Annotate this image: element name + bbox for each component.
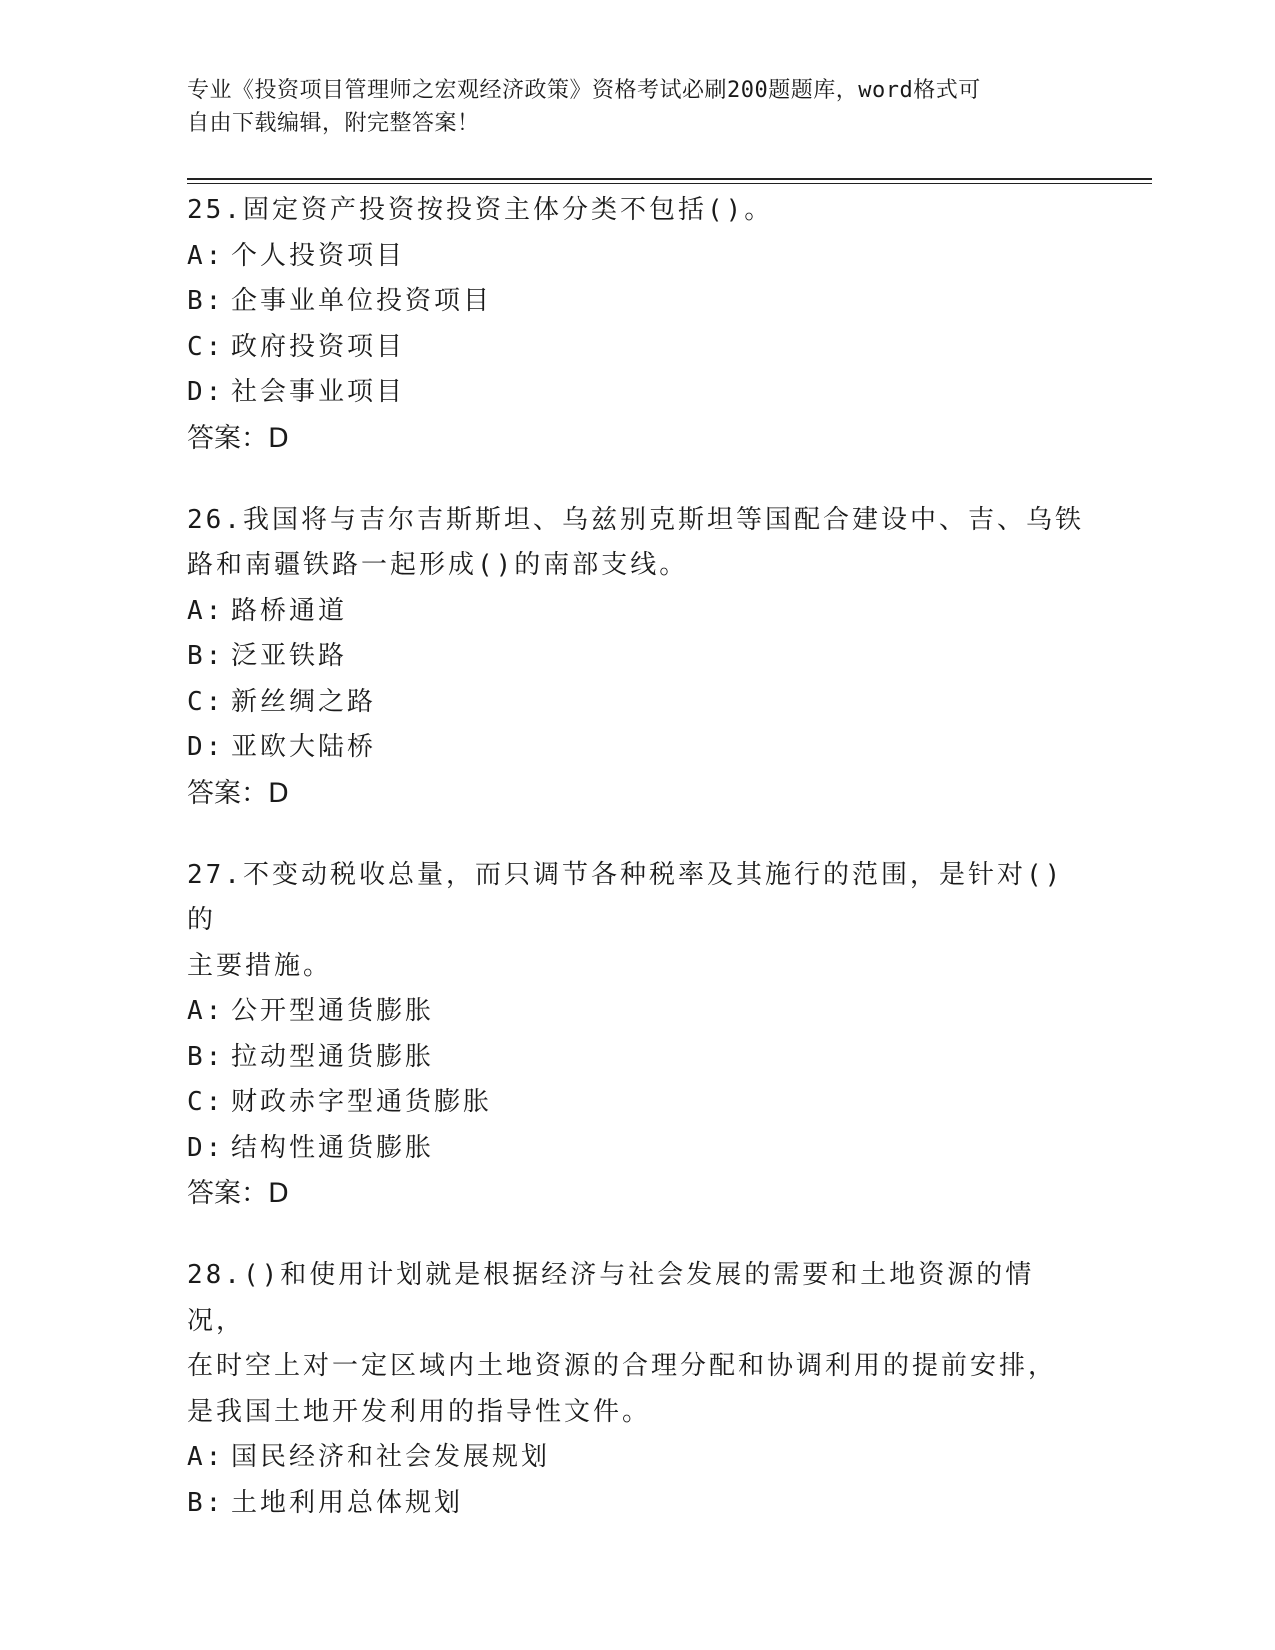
question-stem-line-2: 路和南疆铁路一起形成()的南部支线。 <box>187 550 689 580</box>
header-line-1: 专业《投资项目管理师之宏观经济政策》资格考试必刷200题题库，word格式可 <box>187 78 981 103</box>
option-key: C: <box>187 331 225 362</box>
option-key: B: <box>187 1041 225 1072</box>
question-list <box>187 188 1087 1562</box>
option-c <box>187 325 1087 371</box>
option-text: 泛亚铁路 <box>231 641 348 671</box>
question-stem-line-1: 27.不变动税收总量，而只调节各种税率及其施行的范围，是针对()的 <box>187 859 1064 935</box>
question-25 <box>187 188 1087 462</box>
header-divider-thin <box>187 183 1152 184</box>
option-text: 路桥通道 <box>231 595 348 626</box>
question-27 <box>187 853 1087 1218</box>
option-key: B: <box>187 286 225 316</box>
option-key: C: <box>187 1087 225 1117</box>
option-a <box>187 589 1087 635</box>
option-text: 亚欧大陆桥 <box>231 732 377 762</box>
question-stem-line-2: 主要措施。 <box>187 950 333 981</box>
option-d <box>187 1126 1087 1172</box>
option-b <box>187 634 1087 680</box>
option-key: A: <box>187 240 225 271</box>
header-line-2: 自由下载编辑，附完整答案！ <box>187 111 480 136</box>
option-key: D: <box>187 732 225 762</box>
option-text: 拉动型通货膨胀 <box>231 1041 435 1072</box>
option-text: 社会事业项目 <box>231 377 406 407</box>
option-text: 财政赤字型通货膨胀 <box>231 1087 493 1117</box>
question-28 <box>187 1253 1087 1526</box>
option-key: A: <box>187 595 225 626</box>
answer-line: 答案：D <box>187 777 289 809</box>
option-text: 个人投资项目 <box>231 240 406 271</box>
question-stem-line-1: 28.()和使用计划就是根据经济与社会发展的需要和土地资源的情况， <box>187 1260 1035 1336</box>
option-text: 国民经济和社会发展规划 <box>231 1442 551 1472</box>
option-b <box>187 1481 1087 1527</box>
option-text: 公开型通货膨胀 <box>231 996 435 1026</box>
option-b <box>187 1035 1087 1081</box>
option-text: 新丝绸之路 <box>231 686 377 717</box>
option-key: C: <box>187 686 225 717</box>
question-stem-line-1: 26.我国将与吉尔吉斯斯坦、乌兹别克斯坦等国配合建设中、吉、乌铁 <box>187 504 1084 535</box>
answer-line: 答案：D <box>187 1178 289 1209</box>
option-key: B: <box>187 641 225 671</box>
option-d <box>187 370 1087 416</box>
option-c <box>187 1080 1087 1126</box>
option-key: B: <box>187 1487 225 1518</box>
option-text: 结构性通货膨胀 <box>231 1132 435 1163</box>
question-stem-line-3: 是我国土地开发利用的指导性文件。 <box>187 1396 652 1427</box>
option-c <box>187 680 1087 726</box>
option-a <box>187 234 1087 280</box>
question-stem-line-2: 在时空上对一定区域内土地资源的合理分配和协调利用的提前安排， <box>187 1351 1058 1381</box>
option-text: 政府投资项目 <box>231 331 406 362</box>
option-a <box>187 989 1087 1035</box>
question-26 <box>187 498 1087 817</box>
option-key: A: <box>187 996 225 1026</box>
option-d <box>187 725 1087 771</box>
header-divider-thick <box>187 178 1152 180</box>
option-a <box>187 1435 1087 1481</box>
document-header <box>187 74 1067 140</box>
question-stem: 25.固定资产投资按投资主体分类不包括()。 <box>187 195 774 225</box>
option-text: 土地利用总体规划 <box>231 1487 464 1518</box>
option-text: 企事业单位投资项目 <box>231 286 493 316</box>
option-key: D: <box>187 1132 225 1163</box>
answer-line: 答案：D <box>187 422 289 454</box>
option-b <box>187 279 1087 325</box>
option-key: D: <box>187 377 225 407</box>
option-key: A: <box>187 1442 225 1472</box>
